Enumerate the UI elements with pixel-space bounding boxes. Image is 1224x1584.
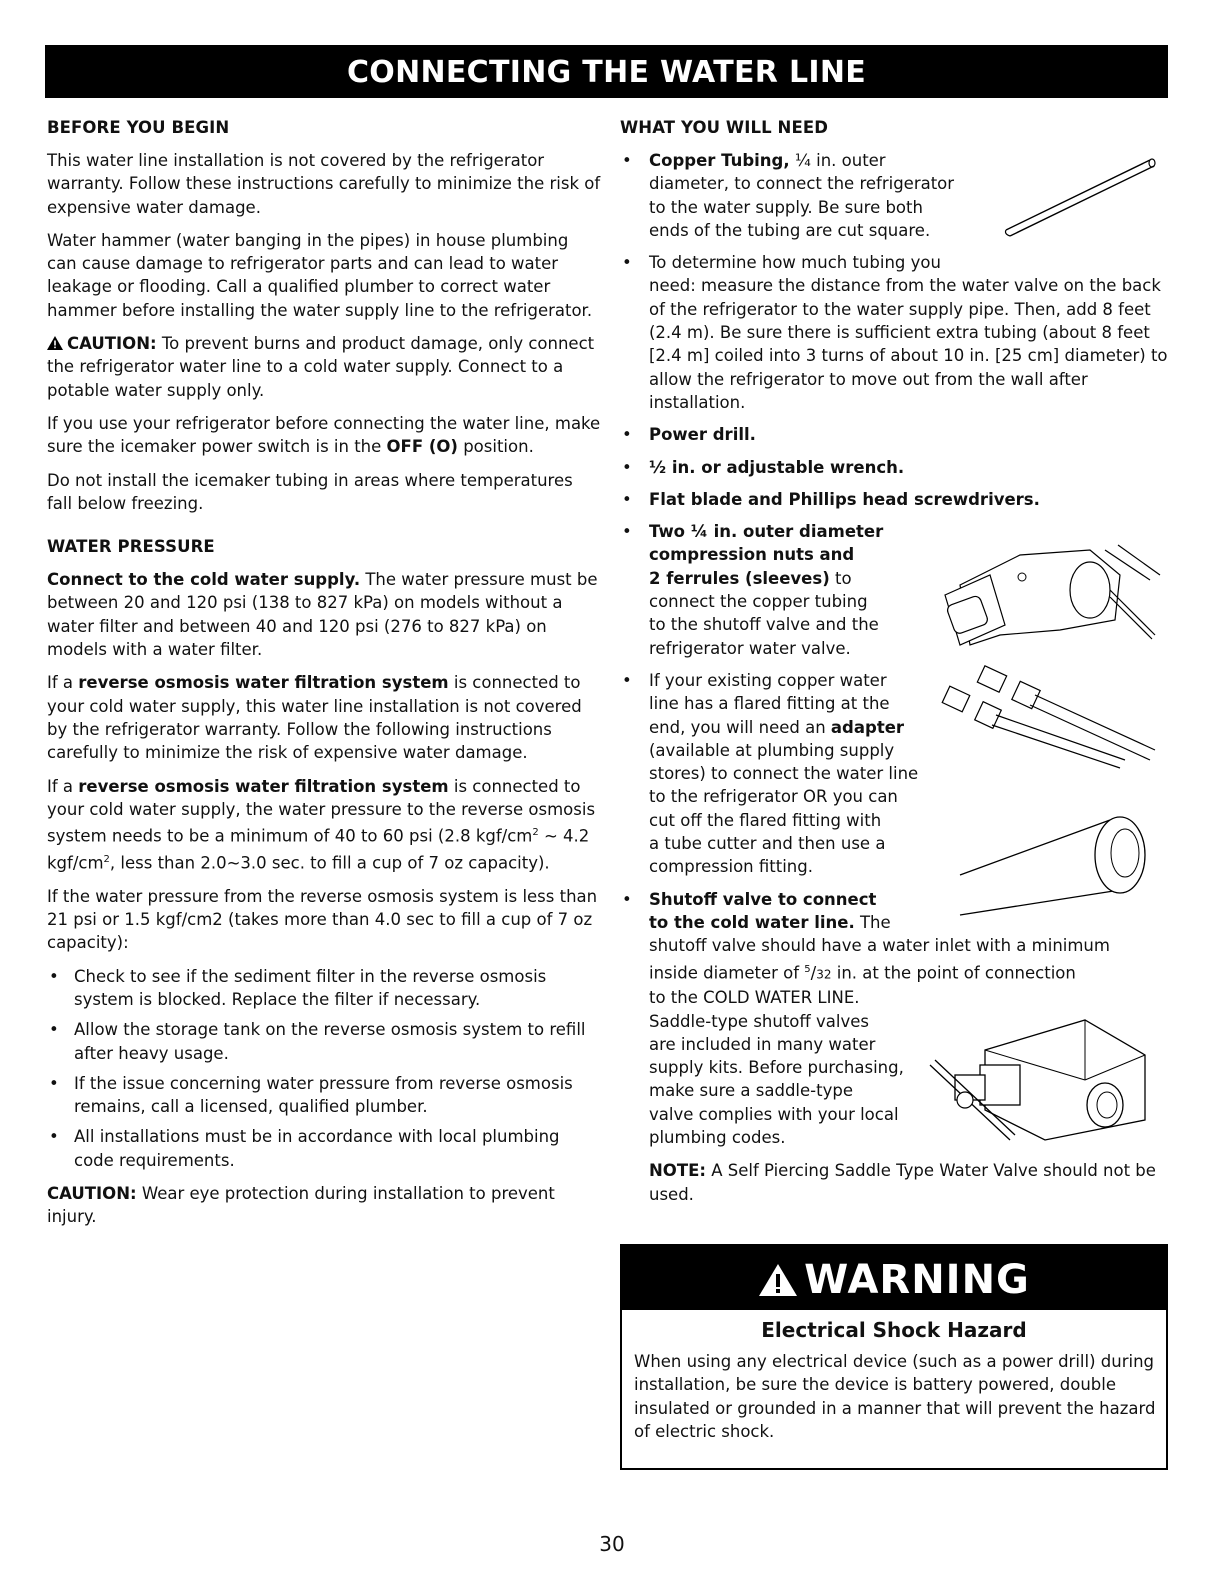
b8-l5: to the COLD WATER LINE.	[649, 988, 860, 1008]
before-p4	[47, 412, 602, 459]
before-caution	[47, 332, 602, 402]
b6-text3: to the shutoff valve and the	[649, 615, 879, 635]
pressure-p3-b: is connected to your cold water supply, the water pressure to the reverse osmosis system needs to be a minimum of 40 to 60 psi (2.8 kgf/cm	[47, 776, 596, 846]
warning-subtitle: Electrical Shock Hazard	[761, 1318, 1027, 1342]
need-heading: WHAT YOU WILL NEED	[620, 118, 828, 137]
page-number: 30	[599, 1532, 625, 1556]
compression-nuts-icon	[940, 660, 1165, 770]
b8-l3: shutoff valve should have a water inlet with a minimum	[649, 936, 1110, 956]
before-heading: BEFORE YOU BEGIN	[47, 118, 230, 137]
before-p4-a: If you use your refrigerator before connecting the water line, make sure the icemaker power switch is in the	[47, 413, 601, 457]
b6-text2: connect the copper tubing	[649, 592, 868, 612]
pressure-p3-sup1: 2	[532, 827, 539, 839]
b1-text2: diameter, to connect the refrigerator	[649, 174, 955, 194]
warning-triangle-icon	[758, 1263, 798, 1297]
pressure-p1-text: The water pressure must be between 20 and 120 psi (138 to 827 kPa) on models without a water filter and between 40 and 120 psi (276 to 827 kPa) on models with a water filter.	[47, 570, 598, 660]
note-text: A Self Piercing Saddle Type Water Valve should not be used.	[649, 1161, 1156, 1204]
b1-text4: ends of the tubing are cut square.	[649, 220, 931, 240]
b6-text1: to	[829, 568, 852, 588]
b1-bold: Copper Tubing,	[649, 151, 790, 170]
warning-box	[620, 1244, 1168, 1470]
b8-frac-num: 5	[804, 963, 811, 975]
pressure-p2-b: is connected to your cold water supply, this water line installation is not covered by the refrigerator warranty. Follow the following instructions carefully to minimize the risk of expensive water damage.	[47, 673, 582, 763]
page-banner	[45, 45, 1168, 98]
pressure-p3-d: , less than 2.0~3.0 sec. to fill a cup of 7 oz capacity).	[109, 853, 550, 873]
b8-l10: valve complies with your local	[649, 1104, 899, 1124]
b1-text1: ¼ in. outer	[789, 151, 886, 170]
pressure-p3-sup2: 2	[103, 853, 110, 865]
b7-l1: If your existing copper water	[649, 670, 887, 690]
pressure-p2-a: If a	[47, 673, 79, 693]
b8-l4b: in. at the point of connection	[831, 963, 1076, 982]
list-item-tubing-length	[620, 251, 1175, 414]
b6-bold3: 2 ferrules (sleeves)	[649, 568, 830, 588]
warning-text: When using any electrical device (such as a power drill) during installation, be sure the device is battery powered, double insulated or grounded in a manner that will prevent the hazard of electric shock.	[634, 1352, 1156, 1441]
pressure-p1-bold: Connect to the cold water supply.	[47, 570, 361, 590]
b8-bold2: to the cold water line.	[649, 912, 855, 932]
b7-l2: line has a flared fitting at the	[649, 694, 890, 714]
b1-text3: to the water supply. Be sure both	[649, 197, 923, 217]
list-item-screwdrivers	[620, 488, 1175, 511]
b5: Flat blade and Phillips head screwdrivers.	[649, 489, 1040, 509]
b7-l8: a tube cutter and then use a	[649, 834, 886, 854]
pressure-p3-bold: reverse osmosis water filtration system	[78, 776, 449, 796]
pressure-p1	[47, 568, 602, 661]
pressure-p4: If the water pressure from the reverse osmosis system is less than 21 psi or 1.5 kgf/cm2 (takes more than 4.0 sec to fill a cup of 7 oz capacity):	[47, 886, 598, 953]
list-item: • Allow the storage tank on the reverse osmosis system to refill after heavy usage.	[47, 1018, 602, 1065]
list-item-power-drill	[620, 423, 1175, 446]
b7-l9: compression fitting.	[649, 857, 813, 877]
note-label: NOTE:	[649, 1161, 706, 1181]
before-p2: Water hammer (water banging in the pipes) in house plumbing can cause damage to refrigerator parts and can lead to water leakage or flooding. Call a qualified plumber to correct water hammer before installing the water supply line to the refrigerator.	[47, 230, 593, 320]
pressure-heading: WATER PRESSURE	[47, 537, 215, 557]
flared-fitting-icon	[955, 790, 1165, 920]
before-caution-label: CAUTION:	[67, 334, 157, 354]
pressure-p3-c: ~ 4.2 kgf/cm	[47, 826, 590, 873]
left-column	[47, 118, 602, 1239]
pressure-p3	[47, 775, 602, 875]
list-item: • Check to see if the sediment filter in the reverse osmosis system is blocked. Replace the filter if necessary.	[47, 965, 602, 1012]
pressure-caution	[47, 1182, 602, 1229]
before-p5: Do not install the icemaker tubing in areas where temperatures fall below freezing.	[47, 470, 573, 513]
power-drill-icon	[940, 535, 1165, 655]
b7-l3a: end, you will need an	[649, 717, 831, 737]
b7-l5: stores) to connect the water line	[649, 764, 919, 784]
b8-l6: Saddle-type shutoff valves	[649, 1011, 869, 1031]
b8-l7: are included in many water	[649, 1034, 876, 1054]
warning-header	[622, 1246, 1166, 1310]
pressure-caution-text: Wear eye protection during installation to prevent injury.	[47, 1183, 555, 1227]
b8-l4a: inside diameter of	[649, 963, 805, 982]
b7-l6: to the refrigerator OR you can	[649, 787, 898, 807]
before-p4-off: OFF (O)	[386, 437, 458, 457]
pressure-p2-bold: reverse osmosis water filtration system	[78, 673, 449, 693]
b6-bold2: compression nuts and	[649, 545, 855, 565]
b2-rest: need: measure the distance from the water valve on the back of the refrigerator to the water supply pipe. Then, add 8 feet (2.4 m). Be sure there is sufficient extra tubing (about 8 feet [2.4 m] coiled into 3 turns of about 10 in. [25 cm] diameter) to allow the refrigerator to move out from the wall after installation.	[649, 276, 1168, 412]
b8-l8: supply kits. Before purchasing,	[649, 1058, 904, 1078]
b7-l7: cut off the flared fitting with	[649, 810, 882, 830]
warning-title: WARNING	[804, 1257, 1030, 1303]
before-caution-text: To prevent burns and product damage, only connect the refrigerator water line to a cold water supply. Connect to a potable water supply only.	[47, 334, 595, 400]
copper-tubing-icon	[1000, 152, 1160, 242]
shutoff-valve-icon	[925, 1010, 1165, 1145]
before-p1: This water line installation is not covered by the refrigerator warranty. Follow these instructions carefully to minimize the risk of expensive water damage.	[47, 151, 601, 217]
pressure-caution-label: CAUTION:	[47, 1183, 137, 1203]
b7-l4: (available at plumbing supply	[649, 740, 895, 760]
b8-frac-den: 32	[816, 967, 832, 981]
need-note	[620, 1159, 1175, 1206]
warning-triangle-icon	[47, 336, 63, 350]
pressure-p3-a: If a	[47, 776, 79, 796]
banner-title: CONNECTING THE WATER LINE	[346, 55, 867, 90]
b7-l3b: adapter	[830, 717, 905, 737]
list-item-wrench	[620, 456, 1175, 479]
b8-l11: plumbing codes.	[649, 1128, 786, 1148]
b4: ½ in. or adjustable wrench.	[649, 457, 905, 477]
b2-line1: To determine how much tubing you	[649, 253, 941, 273]
before-p4-c: position.	[457, 437, 534, 457]
b8-l9: make sure a saddle-type	[649, 1081, 853, 1101]
pressure-bullets	[47, 965, 602, 1172]
b6-text4: refrigerator water valve.	[649, 638, 851, 658]
b8-text1: The	[854, 912, 891, 932]
b3: Power drill.	[649, 425, 756, 445]
b6-bold1: Two ¼ in. outer diameter	[649, 522, 884, 542]
list-item: • All installations must be in accordance with local plumbing code requirements.	[47, 1125, 602, 1172]
b8-bold1: Shutoff valve to connect	[649, 889, 877, 909]
list-item-shutoff-valve: • Shutoff valve to connect to the cold water line. The shutoff valve should have a water inlet with a minimum inside diameter of $^5$/32 in. at the point of connection to the COLD WATER LINE. Saddle-type shutoff valves are included in many water supply kits. Before purchasing, make sure a saddle-type valve complies with your local plumbing codes.	[620, 888, 1175, 1150]
list-item: • If the issue concerning water pressure from reverse osmosis remains, call a licensed, qualified plumber.	[47, 1072, 602, 1119]
pressure-p2	[47, 671, 602, 764]
